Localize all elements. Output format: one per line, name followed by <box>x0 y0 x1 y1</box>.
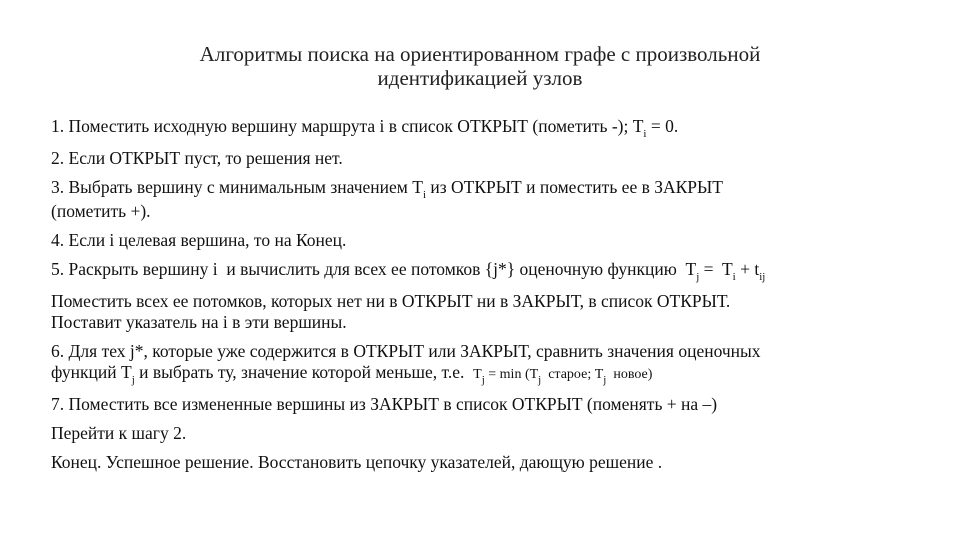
step-8: Перейти к шагу 2. <box>51 423 187 443</box>
step-3 <box>51 177 911 222</box>
step-5-text-plus: + t <box>735 259 760 279</box>
step-6-formula-old: старое; T <box>541 367 604 382</box>
step-1-subscript: i <box>643 128 647 140</box>
title-line-2: идентификацией узлов <box>377 66 583 90</box>
step-5-continuation <box>51 291 911 333</box>
step-3-text-line2: (пометить +). <box>51 201 151 221</box>
step-6 <box>51 341 911 386</box>
title-line-1: Алгоритмы поиска на ориентированном графе с произвольной <box>199 42 761 66</box>
step-6-formula-min: = min (T <box>484 367 539 382</box>
step-5 <box>51 259 911 283</box>
step-3-subscript: i <box>422 189 426 201</box>
step-6-formula-t: T <box>473 367 482 382</box>
step-end: Конец. Успешное решение. Восстановить цепочку указателей, дающую решение . <box>51 452 663 472</box>
step-5-subscript-j: j <box>696 271 700 283</box>
step-6-subscript-j: j <box>131 374 135 386</box>
step-5-text: 5. Раскрыть вершину i и вычислить для всех ее потомков {j*} оценочную функцию T <box>51 259 697 279</box>
step-6-line-1: 6. Для тех j*, которые уже содержится в ОТКРЫТ или ЗАКРЫТ, сравнить значения оценочных <box>51 341 761 361</box>
step-6-text-cont: и выбрать ту, значение которой меньше, т.е. <box>134 362 474 382</box>
step-1-text-end: = 0. <box>646 116 679 136</box>
step-7: 7. Поместить все измененные вершины из ЗАКРЫТ в список ОТКРЫТ (поменять + на –) <box>51 394 718 414</box>
step-3-text: 3. Выбрать вершину с минимальным значением T <box>51 177 423 197</box>
step-4: 4. Если i целевая вершина, то на Конец. <box>51 230 347 250</box>
step-5b-line-2: Поставит указатель на i в эти вершины. <box>51 312 347 332</box>
step-5-subscript-i: i <box>732 271 736 283</box>
step-5-subscript-ij: ij <box>759 271 766 283</box>
slide-title <box>100 42 860 90</box>
step-6-formula-sub-1: j <box>481 374 485 386</box>
step-1-text: 1. Поместить исходную вершину маршрута i в список ОТКРЫТ (пометить -); T <box>51 116 644 136</box>
algorithm-steps <box>51 116 911 481</box>
step-6-formula-new: новое) <box>606 367 653 382</box>
step-5b-line-1: Поместить всех ее потомков, которых нет ни в ОТКРЫТ ни в ЗАКРЫТ, в список ОТКРЫТ. <box>51 291 731 311</box>
step-3-text-cont: из ОТКРЫТ и поместить ее в ЗАКРЫТ <box>426 177 723 197</box>
step-6-formula-sub-3: j <box>603 374 607 386</box>
step-6-text: функций T <box>51 362 132 382</box>
step-5-text-eq: = T <box>699 259 733 279</box>
step-2: 2. Если ОТКРЫТ пуст, то решения нет. <box>51 148 343 168</box>
step-6-formula-sub-2: j <box>538 374 542 386</box>
step-1 <box>51 116 911 140</box>
